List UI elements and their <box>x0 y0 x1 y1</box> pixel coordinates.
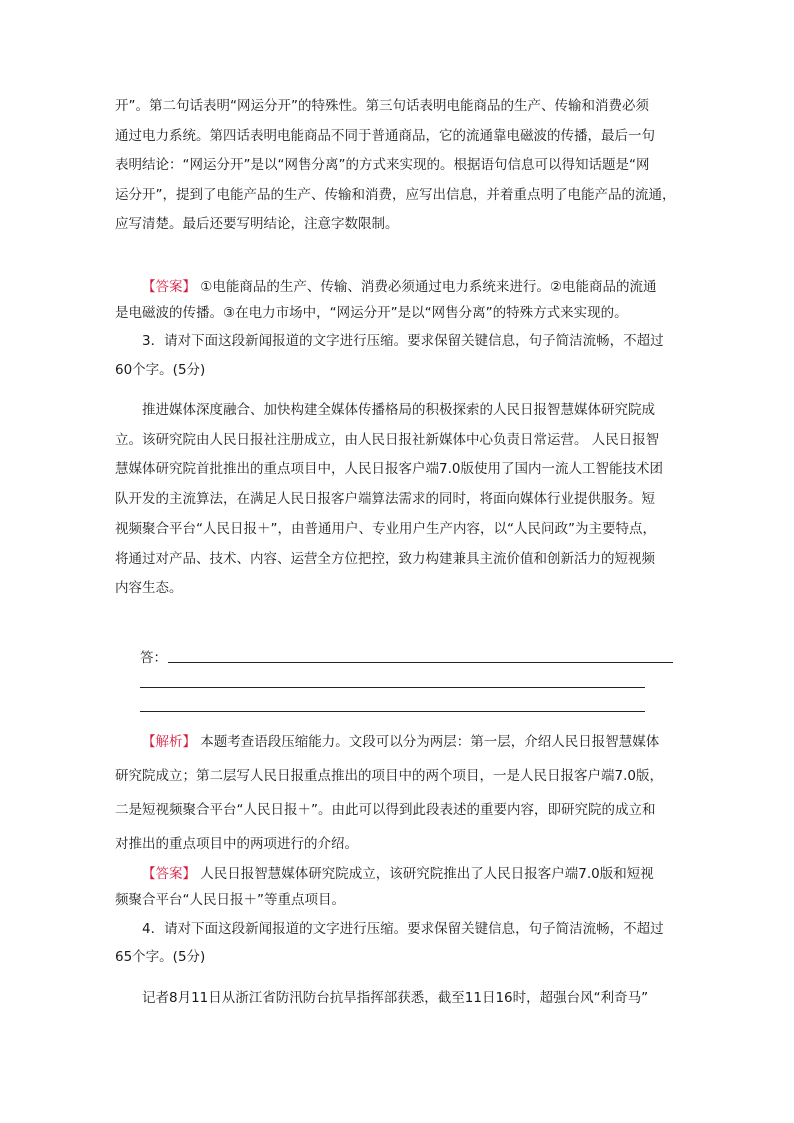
answer-line[interactable] <box>140 711 645 712</box>
answer-2 <box>115 274 682 326</box>
text-line: 队开发的主流算法，在满足人民日报客户端算法需求的同时，将面向媒体行业提供服务。短 <box>115 491 655 508</box>
passage-3 <box>115 396 682 604</box>
text-line <box>115 274 682 300</box>
text-line: 频聚合平台“人民日报＋”等重点项目。 <box>115 892 345 908</box>
question-line: 3．请对下面这段新闻报道的文字进行压缩。要求保留关键信息，句子简洁流畅，不超过 <box>142 333 664 349</box>
answer-text: 人民日报智慧媒体研究院成立，该研究院推出了人民日报客户端7.0版和短视 <box>196 866 654 882</box>
question-line: 65个字。(5分) <box>115 949 206 965</box>
text-line: 视频聚合平台“人民日报＋”，由普通用户、专业用户生产内容，以“人民问政”为主要特点， <box>115 520 656 537</box>
question-3 <box>115 327 682 385</box>
question-line: 60个字。(5分) <box>115 362 206 378</box>
text-line: 立。该研究院由人民日报社注册成立，由人民日报社新媒体中心负责日常运营。 人民日报智 <box>115 431 660 448</box>
explanation-2 <box>115 92 682 240</box>
text-line: 对推出的重点项目中的两项进行的介绍。 <box>115 836 358 852</box>
answer-label: 答： <box>140 650 167 666</box>
text-line: 是电磁波的传播。③在电力市场中，“网运分开”是以“网售分离”的特殊方式来实现的。 <box>115 305 628 321</box>
answer-line[interactable] <box>168 662 673 663</box>
text-line: 应写清楚。最后还要写明结论，注意字数限制。 <box>115 216 399 232</box>
answer-tag: 【答案】 <box>142 279 196 295</box>
text-line: 表明结论：“网运分开”是以“网售分离”的方式来实现的。根据语句信息可以得知话题是“网 <box>115 157 650 173</box>
explanation-text: 本题考查语段压缩能力。文段可以分为两层：第一层，介绍人民日报智慧媒体 <box>196 734 660 750</box>
explanation-tag: 【解析】 <box>142 734 196 750</box>
explanation-3 <box>115 725 682 861</box>
answer-3 <box>115 861 682 913</box>
question-4 <box>115 915 682 971</box>
text-line: 推进媒体深度融合、加快构建全媒体传播格局的积极探索的人民日报智慧媒体研究院成 <box>142 402 655 418</box>
text-line: 内容生态。 <box>115 580 183 597</box>
text-line: 开”。第二句话表明“网运分开”的特殊性。第三句话表明电能商品的生产、传输和消费必须 <box>115 98 649 114</box>
text-line: 二是短视频聚合平台“人民日报＋”。由此可以得到此段表述的重要内容，即研究院的成立和 <box>115 802 656 818</box>
text-line: 将通过对产品、技术、内容、运营全方位把控，致力构建兼具主流价值和创新活力的短视频 <box>115 550 655 567</box>
text-line <box>115 861 682 887</box>
text-line: 记者8月11日从浙江省防汛防台抗旱指挥部获悉，截至11日16时，超强台风“利奇马” <box>142 990 649 1006</box>
answer-text: ①电能商品的生产、传输、消费必须通过电力系统来进行。②电能商品的流通 <box>196 279 657 295</box>
answer-line[interactable] <box>140 687 645 688</box>
question-line: 4．请对下面这段新闻报道的文字进行压缩。要求保留关键信息，句子简洁流畅，不超过 <box>142 921 664 937</box>
answer-tag: 【答案】 <box>142 866 196 882</box>
text-line: 运分开”，提到了电能产品的生产、传输和消费，应写出信息，并着重点明了电能产品的流通， <box>115 186 676 203</box>
text-line <box>115 725 682 759</box>
text-line: 通过电力系统。第四话表明电能商品不同于普通商品，它的流通靠电磁波的传播，最后一句 <box>115 127 655 144</box>
text-line: 慧媒体研究院首批推出的重点项目中，人民日报客户端7.0版使用了国内一流人工智能技术团 <box>115 461 663 478</box>
passage-4 <box>115 984 682 1012</box>
text-line: 研究院成立；第二层写人民日报重点推出的项目中的两个项目，一是人民日报客户端7.0版， <box>115 768 663 784</box>
